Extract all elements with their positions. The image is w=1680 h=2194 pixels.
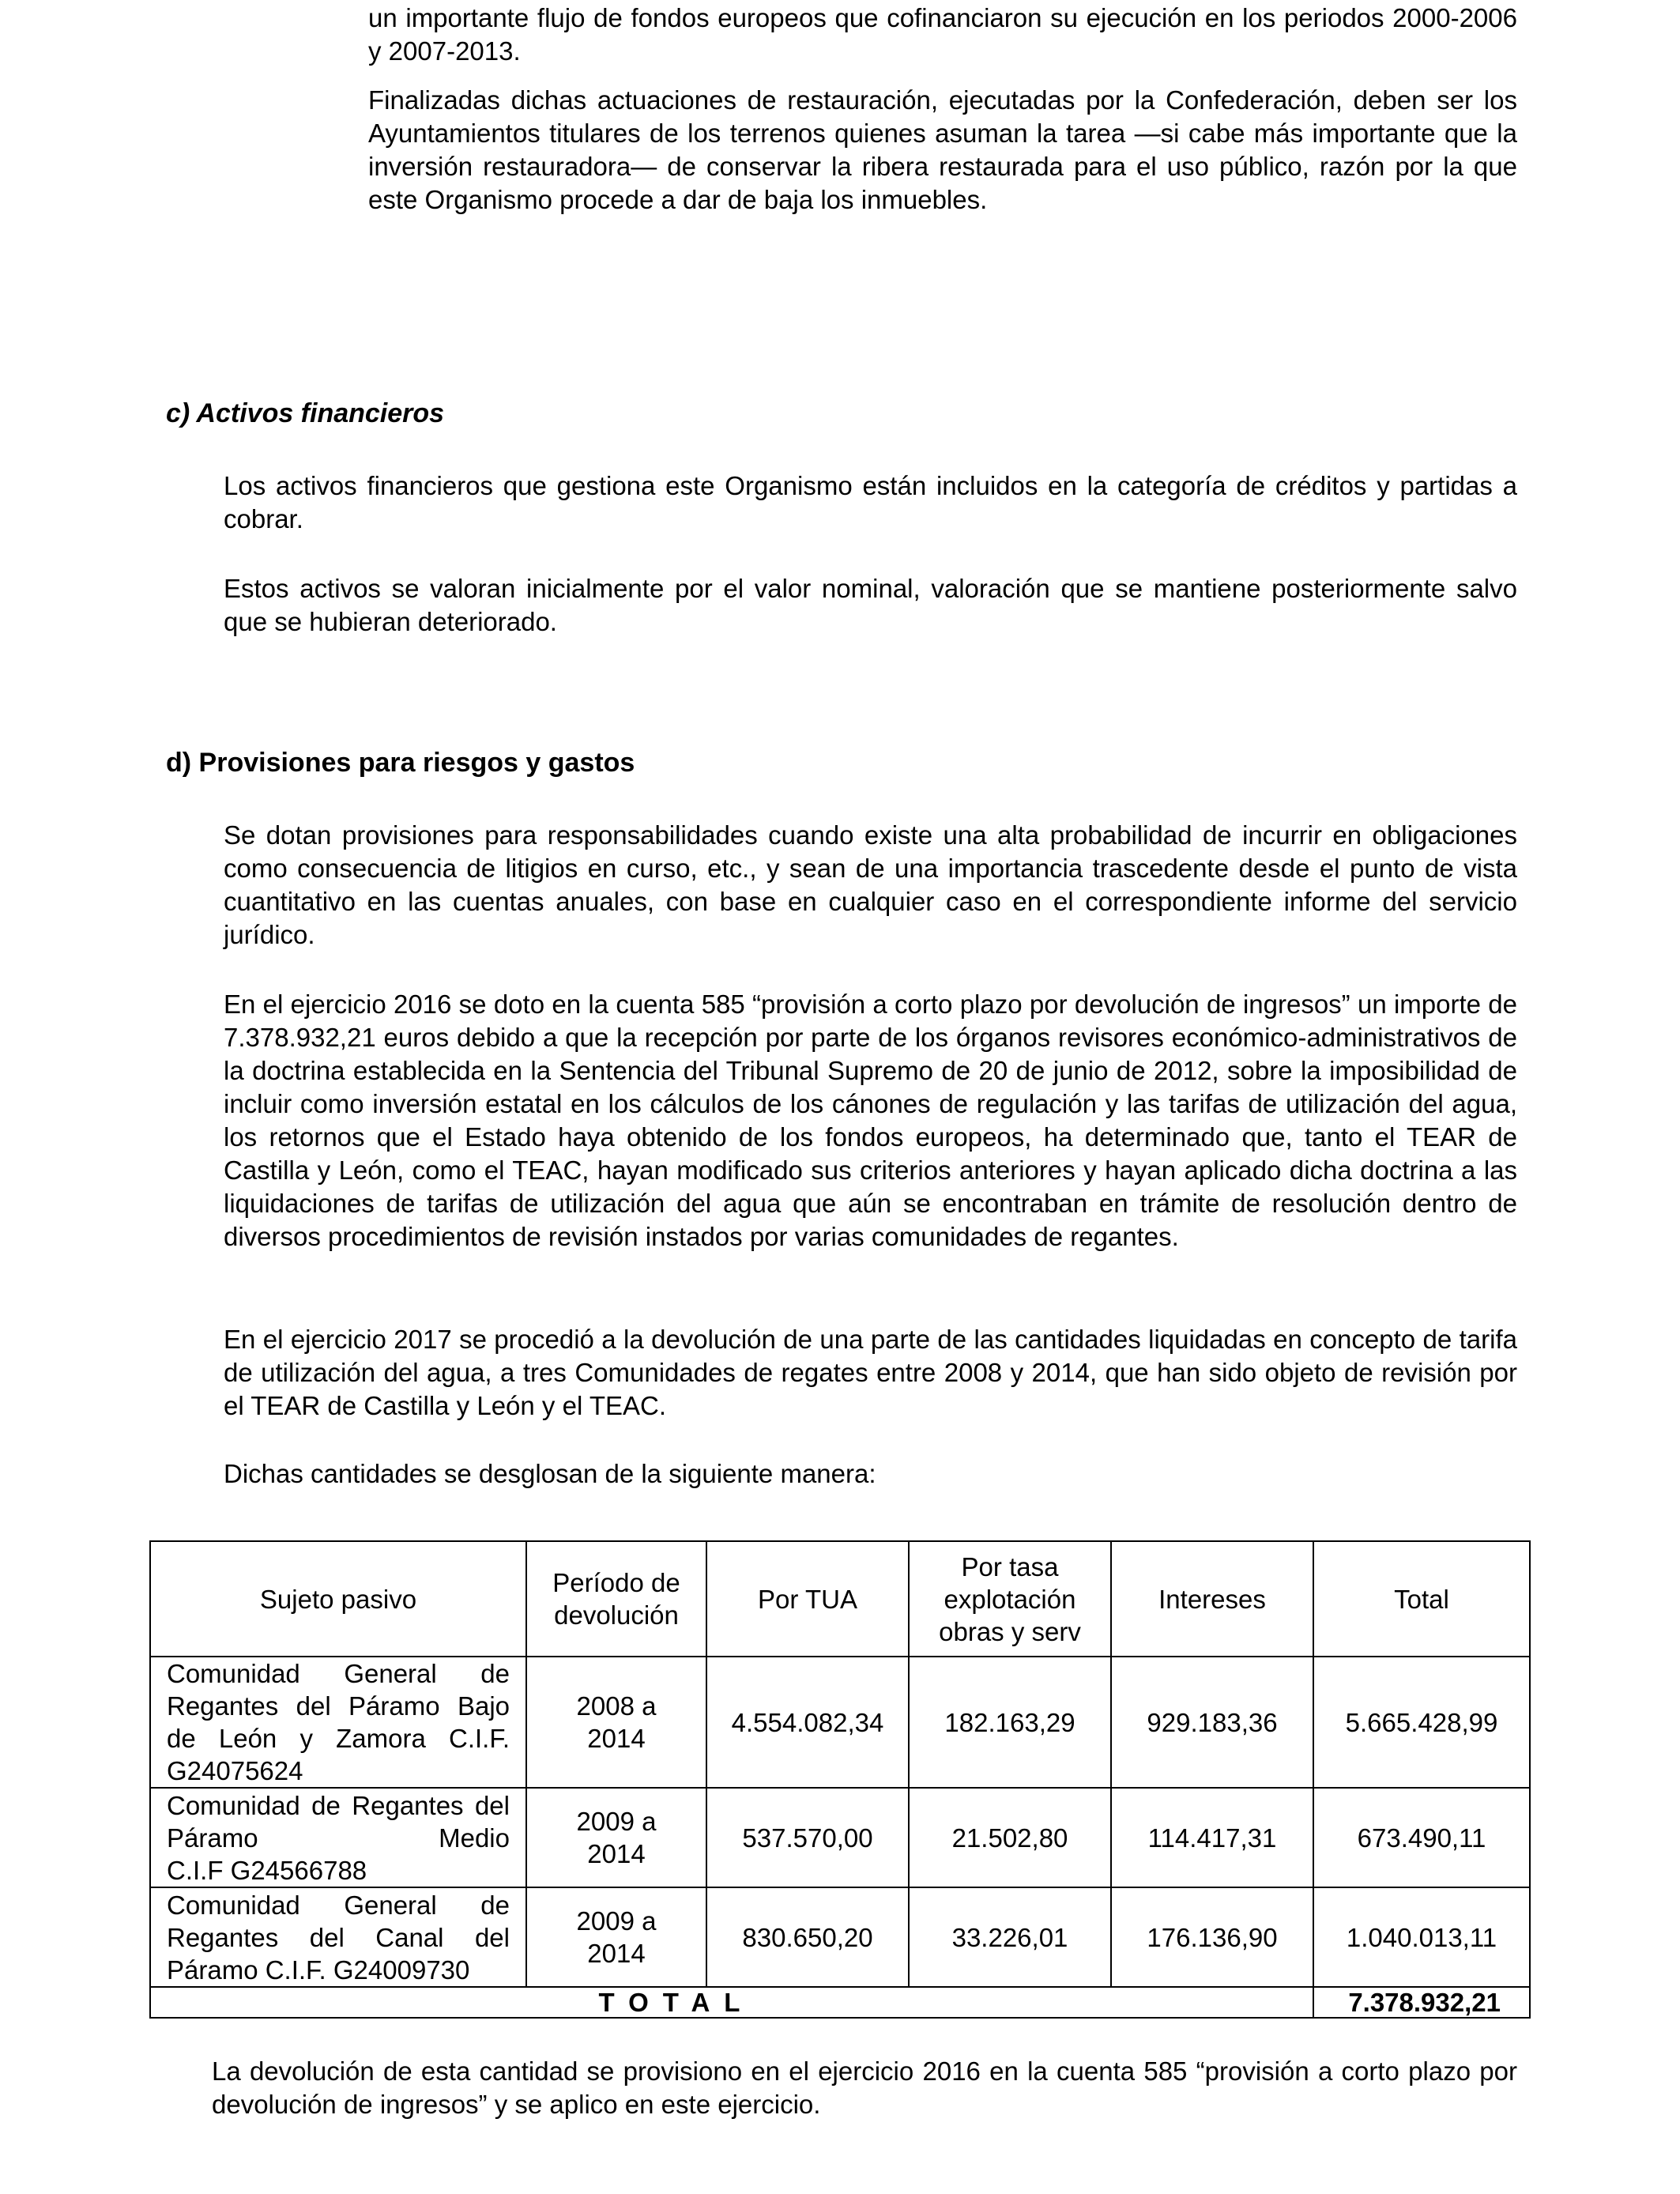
row-por-tua: 830.650,20 xyxy=(706,1887,909,1987)
header-por-tasa: Por tasa explotación obras y serv xyxy=(909,1541,1111,1657)
section-d-paragraph-2: En el ejercicio 2016 se doto en la cuenta 585 “provisión a corto plazo por devolución de ingresos” un importe de 7.378.932,21 euros debido a que la recepción por parte de los órganos revisores económico-administrativos de la doctrina establecida en la Sentencia del Tribunal Supremo de 20 de junio de 2012, sobre la imposibilidad de incluir como inversión estatal en los cálculos de los cánones de regulación y las tarifas de utilización del agua, los retornos que el Estado haya obtenido de los fondos europeos, ha determinado que, tanto el TEAR de Castilla y León, como el TEAC, hayan modificado sus criterios anteriores y hayan aplicado dicha doctrina a las liquidaciones de tarifas de utilización del agua que aún se encontraban en trámite de resolución dentro de diversos procedimientos de revisión instados por varias comunidades de regantes. xyxy=(224,990,1517,1251)
section-d-paragraph-3: En el ejercicio 2017 se procedió a la devolución de una parte de las cantidades liquidadas en concepto de tarifa de utilización del agua, a tres Comunidades de regates entre 2008 y 2014, que han sido objeto de revisión por el TEAR de Castilla y León y el TEAC. xyxy=(224,1325,1517,1420)
row-sujeto-cif: G24075624 xyxy=(167,1756,303,1785)
intro-paragraph-2: Finalizadas dichas actuaciones de restauración, ejecutadas por la Confederación, deben ser los Ayuntamientos titulares de los terrenos quienes asuman la tarea —si cabe más importante que la inversión restauradora— de conservar la ribera restaurada para el uso público, razón por la que este Organismo procede a dar de baja los inmuebles. xyxy=(368,85,1517,214)
section-c-paragraph-1: Los activos financieros que gestiona este Organismo están incluidos en la categoría de créditos y partidas a cobrar. xyxy=(224,471,1517,533)
row-total: 1.040.013,11 xyxy=(1313,1887,1530,1987)
row-sujeto-main: Comunidad de Regantes del Páramo Medio xyxy=(167,1790,510,1853)
row-periodo: 2008 a 2014 xyxy=(526,1657,706,1788)
section-c-heading xyxy=(166,397,444,430)
header-por-tua: Por TUA xyxy=(706,1541,909,1657)
row-total: 5.665.428,99 xyxy=(1313,1657,1530,1788)
intro-paragraph-1: un importante flujo de fondos europeos que cofinanciaron su ejecución en los periodos 2000-2006 y 2007-2013. xyxy=(368,3,1517,66)
header-intereses: Intereses xyxy=(1111,1541,1313,1657)
total-value: 7.378.932,21 xyxy=(1313,1987,1530,2018)
header-total: Total xyxy=(1313,1541,1530,1657)
row-intereses: 114.417,31 xyxy=(1111,1788,1313,1887)
table-row xyxy=(150,1788,1530,1887)
row-sujeto-main: Comunidad General de Regantes del Canal del xyxy=(167,1890,510,1952)
row-total: 673.490,11 xyxy=(1313,1788,1530,1887)
row-sujeto-main: Comunidad General de Regantes del Páramo Bajo de León y Zamora C.I.F. xyxy=(167,1659,510,1753)
table-row xyxy=(150,1657,1530,1788)
section-c-heading-text: Activos financieros xyxy=(196,398,445,428)
section-c-paragraph-2: Estos activos se valoran inicialmente por el valor nominal, valoración que se mantiene posteriormente salvo que se hubieran deteriorado. xyxy=(224,574,1517,636)
row-sujeto xyxy=(150,1887,526,1987)
closing-paragraph: La devolución de esta cantidad se provisiono en el ejercicio 2016 en la cuenta 585 “provisión a corto plazo por devolución de ingresos” y se aplico en este ejercicio. xyxy=(212,2056,1517,2119)
total-label: TOTAL xyxy=(150,1987,1313,2018)
row-intereses: 929.183,36 xyxy=(1111,1657,1313,1788)
row-por-tasa: 182.163,29 xyxy=(909,1657,1111,1788)
row-intereses: 176.136,90 xyxy=(1111,1887,1313,1987)
section-c-heading-prefix: c) xyxy=(166,398,197,428)
row-sujeto xyxy=(150,1788,526,1887)
section-d-paragraph-1: Se dotan provisiones para responsabilidades cuando existe una alta probabilidad de incurrir en obligaciones como consecuencia de litigios en curso, etc., y sean de una importancia trascedente desde el punto de vista cuantitativo en las cuentas anuales, con base en cualquier caso en el correspondiente informe del servicio jurídico. xyxy=(224,820,1517,949)
row-sujeto xyxy=(150,1657,526,1788)
row-sujeto-cif: C.I.F G24566788 xyxy=(167,1855,367,1885)
header-periodo: Período de devolución xyxy=(526,1541,706,1657)
header-sujeto-pasivo: Sujeto pasivo xyxy=(150,1541,526,1657)
row-por-tasa: 21.502,80 xyxy=(909,1788,1111,1887)
row-por-tua: 4.554.082,34 xyxy=(706,1657,909,1788)
table-row xyxy=(150,1887,1530,1987)
row-sujeto-cif: Páramo C.I.F. G24009730 xyxy=(167,1955,470,1985)
table-total-row xyxy=(150,1987,1530,2018)
refund-breakdown-table xyxy=(149,1540,1531,2019)
row-por-tua: 537.570,00 xyxy=(706,1788,909,1887)
table-header-row xyxy=(150,1541,1530,1657)
section-d-paragraph-4: Dichas cantidades se desglosan de la siguiente manera: xyxy=(224,1459,876,1488)
row-periodo: 2009 a 2014 xyxy=(526,1788,706,1887)
row-por-tasa: 33.226,01 xyxy=(909,1887,1111,1987)
section-d-heading: d) Provisiones para riesgos y gastos xyxy=(166,748,635,778)
row-periodo: 2009 a 2014 xyxy=(526,1887,706,1987)
